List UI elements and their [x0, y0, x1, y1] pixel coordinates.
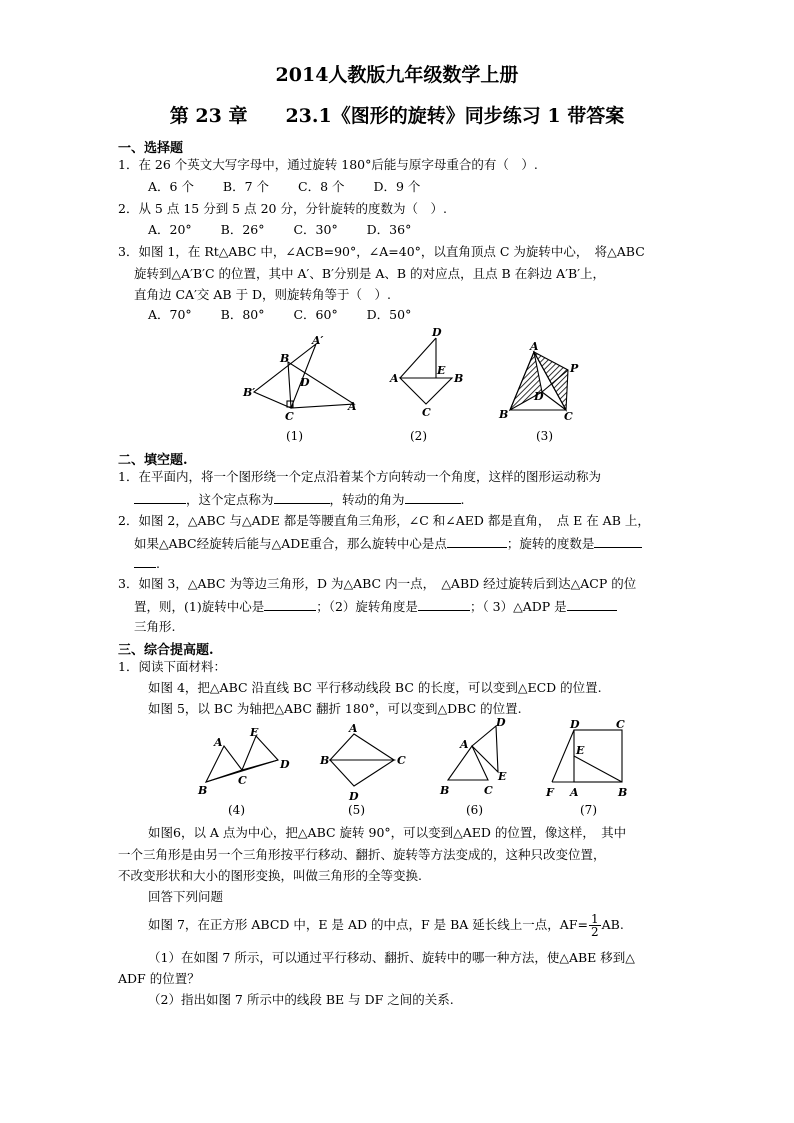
fig7-label-D: D	[570, 718, 580, 731]
figure-6-caption: (6)	[466, 803, 483, 817]
fig5-label-B: B	[320, 754, 330, 767]
figure-4-caption: (4)	[228, 803, 245, 817]
fig7-label-F: F	[546, 786, 554, 799]
answer-blank[interactable]	[594, 535, 642, 548]
fraction-one-half: $\frac{1}{2}$	[590, 912, 599, 939]
fig7-label-B: B	[618, 786, 628, 799]
question-1-3-line1: 3．如图 1，在 Rt△ABC 中，∠ACB=90°，∠A=40°，以直角顶点 C 为旋转中心， 将△ABC	[118, 244, 645, 259]
fig1-label-A: A	[348, 400, 357, 413]
figure-7-caption: (7)	[580, 803, 597, 817]
section-heading-fill: 二、填空题.	[118, 453, 188, 468]
fig6-label-B: B	[440, 784, 450, 797]
question-1-1-options: A．6 个 B．7 个 C．8 个 D．9 个	[148, 179, 421, 194]
question-1-3-line3: 直角边 CA′交 AB 于 D，则旋转角等于（ ）.	[134, 287, 392, 302]
doc-subtitle: 第 23 章 23.1《图形的旋转》同步练习 1 带答案	[169, 105, 625, 127]
fig4-label-A: A	[214, 736, 223, 749]
question-2-3-line3: 三角形.	[134, 619, 176, 634]
fig1-label-B1: B′	[243, 386, 256, 399]
question-2-1-line2: ，这个定点称为 ，转动的角为 .	[134, 491, 465, 508]
answer-blank[interactable]	[418, 598, 470, 611]
figure-5	[318, 718, 414, 804]
material-paragraph-1: 如图 4，把△ABC 沿直线 BC 平行移动线段 BC 的长度，可以变到△ECD 的位置.	[148, 680, 602, 695]
question-2-1-line1: 1．在平面内，将一个图形绕一个定点沿着某个方向转动一个角度，这样的图形运动称为	[118, 469, 601, 484]
subquestion-1-line2: ADF 的位置？	[118, 971, 200, 986]
fig6-label-A: A	[460, 738, 469, 751]
figure-7	[540, 718, 640, 804]
question-2-2-line3: .	[134, 555, 160, 572]
answer-blank[interactable]	[405, 491, 461, 504]
fig3-label-C: C	[564, 410, 573, 422]
fig4-label-E: E	[250, 726, 259, 739]
figure-5-caption: (5)	[348, 803, 365, 817]
material-paragraph-figure7: 如图 7，在正方形 ABCD 中，E 是 AD 的中点，F 是 BA 延长线上一点，AF= $\frac{1}{2}$ AB.	[148, 912, 624, 939]
material-paragraph-3-line3: 不改变形状和大小的图形变换，叫做三角形的全等变换.	[118, 868, 422, 883]
fig4-label-B: B	[198, 784, 208, 797]
section-heading-comprehensive: 三、综合提高题.	[118, 643, 214, 658]
fig5-label-D: D	[349, 790, 359, 803]
fig7-label-E: E	[576, 744, 585, 757]
fig6-label-E: E	[498, 770, 507, 783]
doc-title: 2014人教版九年级数学上册	[275, 64, 519, 86]
figure-3-caption: (3)	[536, 429, 553, 443]
fig6-label-C: C	[484, 784, 493, 797]
question-1-1: 1．在 26 个英文大写字母中，通过旋转 180°后能与原字母重合的有（ ）.	[118, 157, 538, 172]
fig7-label-C: C	[616, 718, 625, 731]
question-2-2-line1: 2．如图 2，△ABC 与△ADE 都是等腰直角三角形，∠C 和∠AED 都是直角， 点 E 在 AB 上，	[118, 513, 650, 528]
question-2-3-line1: 3．如图 3，△ABC 为等边三角形，D 为△ABC 内一点， △ABD 经过旋转后到达△ACP 的位	[118, 576, 637, 591]
fig1-label-B: B	[280, 352, 290, 365]
question-2-3-line2: 置，则，(1)旋转中心是 ；（2）旋转角度是 ；（ 3）△ADP 是	[134, 598, 617, 615]
answer-blank[interactable]	[567, 598, 617, 611]
question-1-2: 2．从 5 点 15 分到 5 点 20 分，分针旋转的度数为（ ）.	[118, 201, 447, 216]
answer-blank[interactable]	[274, 491, 330, 504]
answer-blank[interactable]	[264, 598, 316, 611]
fig1-label-A1: A′	[312, 334, 324, 347]
answer-blank[interactable]	[447, 535, 507, 548]
figure-3	[494, 340, 584, 422]
subquestion-2: （2）指出如图 7 所示中的线段 BE 与 DF 之间的关系.	[148, 992, 454, 1007]
answer-blank[interactable]	[134, 491, 186, 504]
fig1-label-D: D	[300, 376, 310, 389]
figure-1-caption: (1)	[286, 429, 303, 443]
question-1-2-options: A．20° B．26° C．30° D．36°	[148, 222, 412, 237]
question-1-3-line2: 旋转到△A′B′C 的位置，其中 A′、B′分别是 A、B 的对应点，且点 B 在斜边 A′B′上，	[134, 266, 606, 281]
fig4-label-C: C	[238, 774, 247, 787]
subquestion-1-line1: （1）在如图 7 所示，可以通过平行移动、翻折、旋转中的哪一种方法，使△ABE 移到△	[148, 950, 635, 965]
fig2-label-D: D	[432, 326, 442, 339]
fig2-label-A: A	[390, 372, 399, 385]
question-1-3-options: A．70° B．80° C．60° D．50°	[148, 307, 412, 322]
fig3-label-P: P	[570, 362, 579, 375]
fig5-label-A: A	[349, 722, 358, 735]
fig2-label-C: C	[422, 406, 431, 419]
figure-6	[436, 716, 516, 800]
material-paragraph-3-line1: 如图6，以 A 点为中心，把△ABC 旋转 90°，可以变到△AED 的位置，像这样， 其中	[148, 825, 627, 840]
fig3-label-A: A	[530, 340, 539, 353]
material-paragraph-3-line2: 一个三角形是由另一个三角形按平行移动、翻折、旋转等方法变成的，这种只改变位置，	[118, 847, 606, 862]
fig2-label-E: E	[437, 364, 446, 377]
figure-4	[196, 724, 296, 800]
fig3-label-D: D	[534, 390, 544, 403]
question-3-1: 1．阅读下面材料：	[118, 659, 226, 674]
fig6-label-D: D	[496, 716, 506, 729]
fig2-label-B: B	[454, 372, 464, 385]
material-paragraph-2: 如图 5，以 BC 为轴把△ABC 翻折 180°，可以变到△DBC 的位置.	[148, 701, 522, 716]
figure-1	[236, 330, 366, 420]
fig1-label-C: C	[285, 410, 294, 420]
answer-prompt: 回答下列问题	[148, 889, 224, 904]
fig4-label-D: D	[280, 758, 290, 771]
fig7-label-A: A	[570, 786, 579, 799]
question-2-2-line2: 如果△ABC经旋转后能与△ADE重合，那么旋转中心是点 ；旋转的度数是	[134, 535, 642, 552]
fig3-label-B: B	[499, 408, 509, 421]
figure-2	[388, 326, 468, 420]
figure-2-caption: (2)	[410, 429, 427, 443]
section-heading-choice: 一、选择题	[118, 141, 184, 156]
fig5-label-C: C	[397, 754, 406, 767]
answer-blank[interactable]	[134, 555, 156, 568]
